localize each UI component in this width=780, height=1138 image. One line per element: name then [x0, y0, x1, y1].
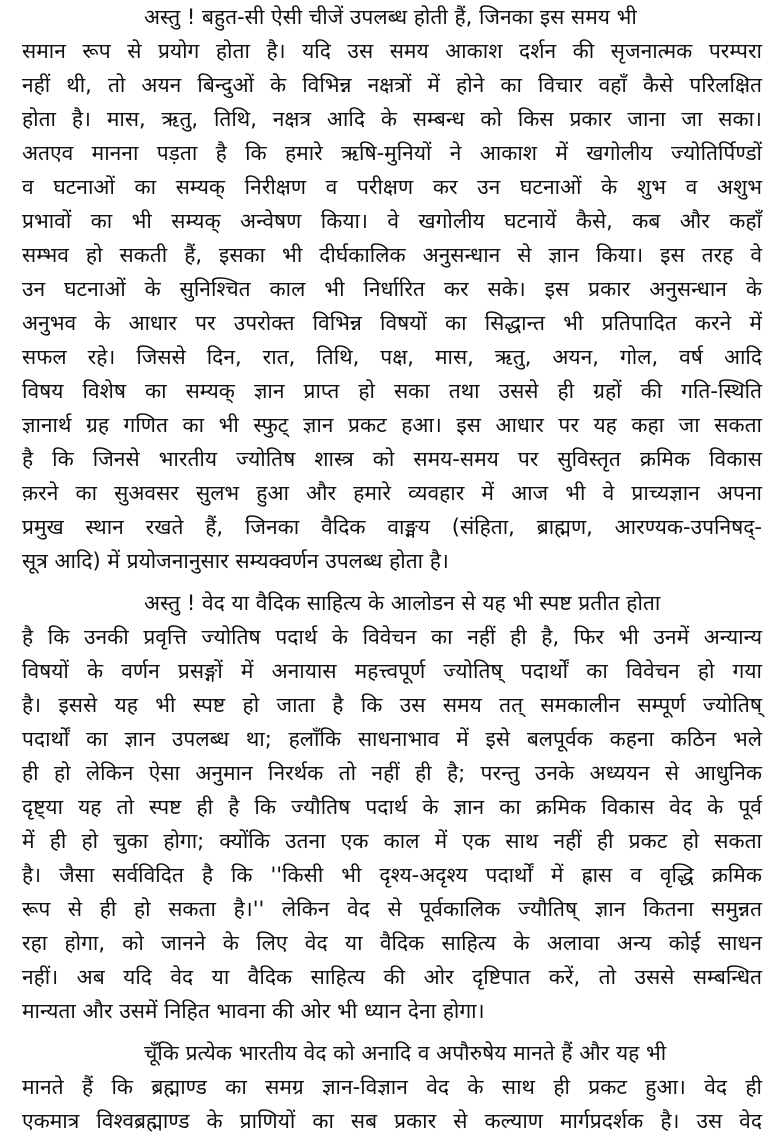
text-line: है। जैसा सर्वविदित है कि ''किसी भी दृश्य-अदृश्य पदार्थों में ह्रास व वृद्धि क्रमिक [22, 863, 762, 887]
text-line: ही हो लेकिन ऐसा अनुमान निरर्थक तो नहीं ही है; परन्तु उनके अध्ययन से आधुनिक [22, 761, 762, 785]
text-line: नहीं। अब यदि वेद या वैदिक साहित्य की ओर दृष्टिपात करें, तो उससे सम्बन्धित [22, 965, 762, 989]
book-page [22, 0, 762, 1133]
text-line: मानते हैं कि ब्रह्माण्ड का समग्र ज्ञान-विज्ञान वेद के साथ ही प्रकट हुआ। वेद ही [22, 1075, 762, 1099]
text-line: मान्यता और उसमें निहित भावना की ओर भी ध्यान देना होगा। [22, 999, 485, 1023]
text-line: सूत्र आदि) में प्रयोजनानुसार सम्यक्वर्णन उपलब्ध होता है। [22, 549, 449, 573]
text-line: समान रूप से प्रयोग होता है। यदि उस समय आकाश दर्शन की सृजनात्मक परम्परा [22, 39, 762, 63]
text-line: रूप से ही हो सकता है।'' लेकिन वेद से पूर्वकालिक ज्यौतिष् ज्ञान कितना समुन्नत [22, 897, 762, 921]
text-line: विषयों के वर्णन प्रसङ्गों में अनायास महत्त्वपूर्ण ज्योतिष् पदार्थों का विवेचन हो गया [22, 659, 762, 683]
text-line: व घटनाओं का सम्यक् निरीक्षण व परीक्षण कर उन घटनाओं के शुभ व अशुभ [22, 175, 762, 199]
text-line: अतएव मानना पड़ता है कि हमारे ऋषि-मुनियों ने आकाश में खगोलीय ज्योतिर्पिण्डों [22, 141, 762, 165]
text-line: ज्ञानार्थ ग्रह गणित का भी स्फुट् ज्ञान प्रकट हआ। इस आधार पर यह कहा जा सकता [22, 413, 762, 437]
text-line: अस्तु ! बहुत-सी ऐसी चीजें उपलब्ध होती हैं, जिनका इस समय भी [144, 5, 637, 29]
text-line: उन घटनाओं के सुनिश्चित काल भी निर्धारित कर सके। इस प्रकार अनुसन्धान के [22, 277, 762, 301]
text-line: रहा होगा, को जानने के लिए वेद या वैदिक साहित्य के अलावा अन्य कोई साधन [22, 931, 762, 955]
text-line: क़रने का सुअवसर सुलभ हुआ और हमारे व्यवहार में आज भी वे प्राच्यज्ञान अपना [22, 481, 762, 505]
text-line: है। इससे यह भी स्पष्ट हो जाता है कि उस समय तत् समकालीन सम्पूर्ण ज्योतिष् [22, 693, 762, 717]
text-line: विषय विशेष का सम्यक् ज्ञान प्राप्त हो सका तथा उससे ही ग्रहों की गति-स्थिति [22, 379, 762, 403]
text-line: अनुभव के आधार पर उपरोक्त विभिन्न विषयों का सिद्धान्त भी प्रतिपादित करने में [22, 311, 762, 335]
text-line: नहीं थी, तो अयन बिन्दुओं के विभिन्न नक्षत्रों में होने का विचार वहाँ कैसे परिलक्षित [22, 73, 762, 97]
text-line: है कि उनकी प्रवृत्ति ज्योतिष पदार्थ के विवेचन का नहीं ही है, फिर भी उनमें अन्यान्य [22, 625, 762, 649]
text-line: प्रमुख स्थान रखते हैं, जिनका वैदिक वाङ्मय (संहिता, ब्राह्मण, आरण्यक-उपनिषद्- [22, 515, 762, 539]
text-line: एकमात्र विश्वब्रह्माण्ड के प्राणियों का सब प्रकार से कल्याण मार्गप्रदर्शक है। उस वेद [22, 1109, 762, 1133]
text-line: सफल रहे। जिससे दिन, रात, तिथि, पक्ष, मास, ऋतु, अयन, गोल, वर्ष आदि [22, 345, 762, 369]
text-line: प्रभावों का भी सम्यक् अन्वेषण किया। वे खगोलीय घटनायें कैसे, कब और कहाँ [22, 209, 762, 233]
text-line: है कि जिनसे भारतीय ज्योतिष शास्त्र को समय-समय पर सुविस्तृत क्रमिक विकास [22, 447, 762, 471]
text-line: में ही हो चुका होगा; क्योंकि उतना एक काल में एक साथ नहीं ही प्रकट हो सकता [22, 829, 762, 853]
text-line: सम्भव हो सकती हैं, इसका भी दीर्घकालिक अनुसन्धान से ज्ञान किया। इस तरह वे [22, 243, 762, 267]
text-line: अस्तु ! वेद या वैदिक साहित्य के आलोडन से यह भी स्पष्ट प्रतीत होता [144, 591, 661, 615]
text-line: होता है। मास, ऋतु, तिथि, नक्षत्र आदि के सम्बन्ध को किस प्रकार जाना जा सका। [22, 107, 762, 131]
text-line: दृष्ट्या यह तो स्पष्ट ही है कि ज्यौतिष पदार्थ के ज्ञान का क्रमिक विकास वेद के पूर्व [22, 795, 762, 819]
text-line: चूँकि प्रत्येक भारतीय वेद को अनादि व अपौरुषेय मानते हैं और यह भी [144, 1041, 667, 1065]
text-line: पदार्थों का ज्ञान उपलब्ध था; हलाँकि साधनाभाव में इसे बलपूर्वक कहना कठिन भले [22, 727, 762, 751]
